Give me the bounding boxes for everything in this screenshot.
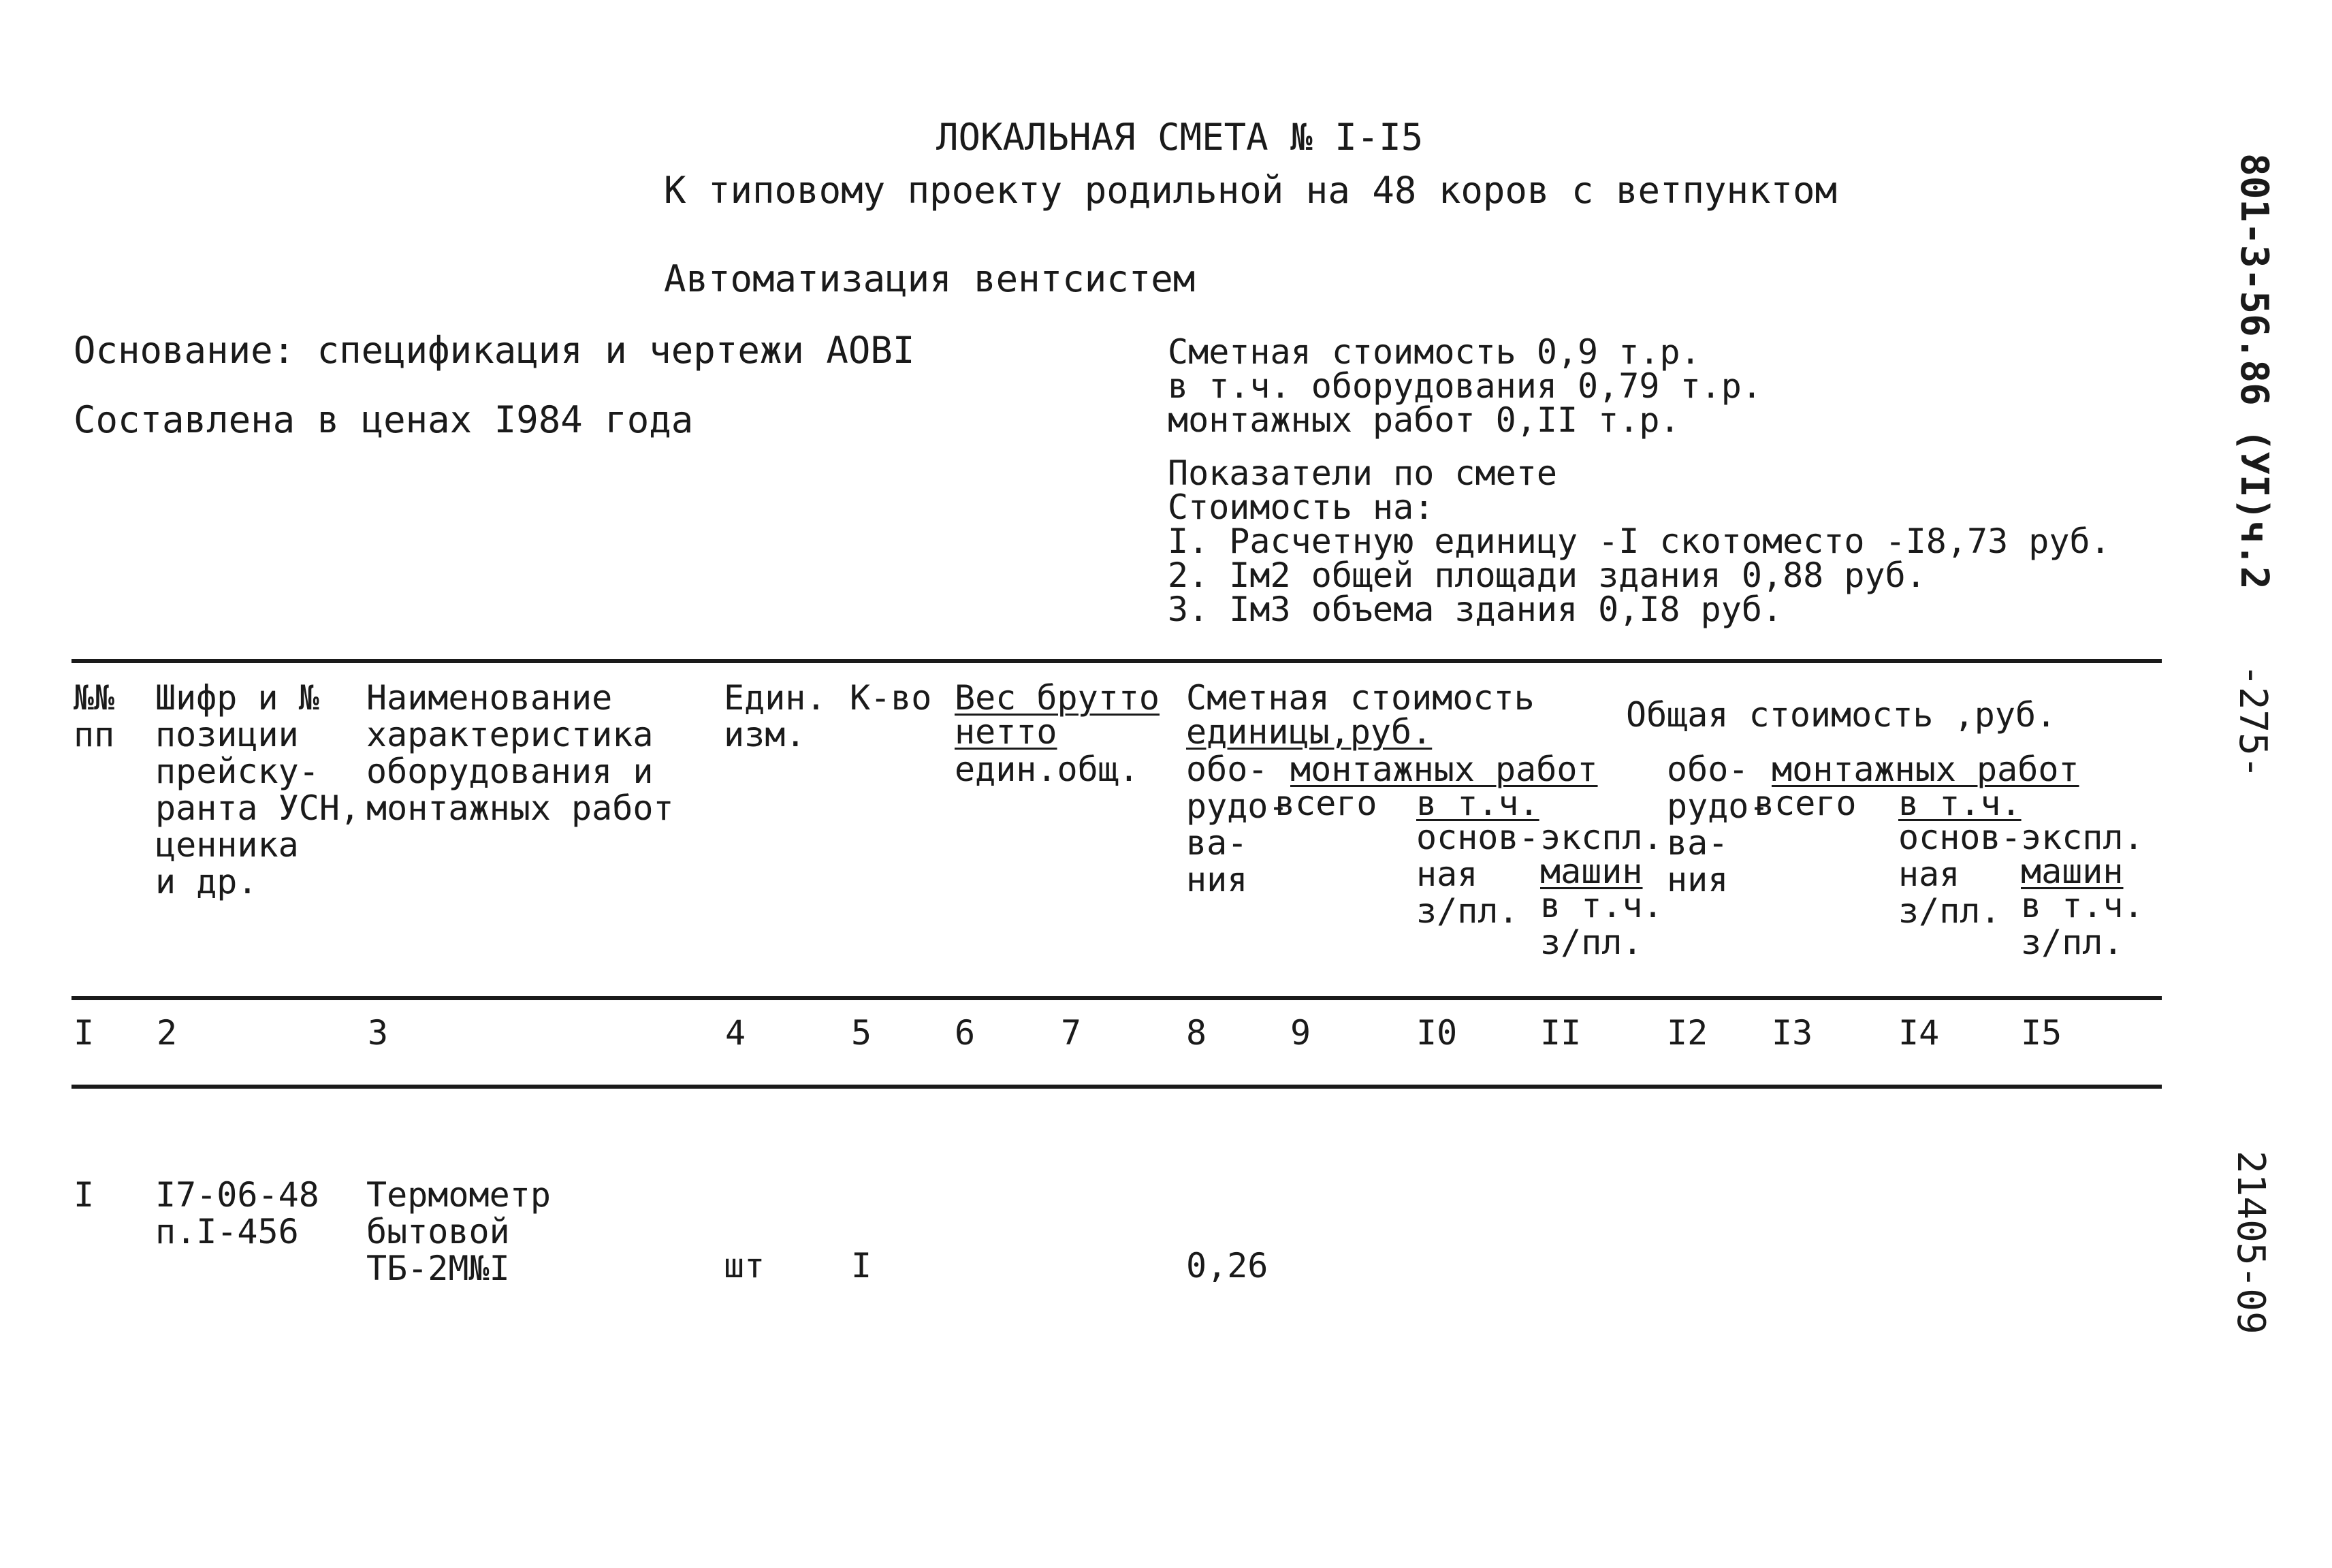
column-number: I4: [1898, 1013, 1940, 1053]
margin-archive-number: 21405-09: [2229, 1151, 2273, 1334]
cost-summary-mounting: монтажных работ 0,II т.р.: [1168, 400, 1680, 440]
margin-doc-code: 801-3-56.86 (УI)ч.2: [2232, 153, 2276, 590]
col-header-operation-total: экспл.: [2021, 818, 2144, 857]
column-number: 3: [368, 1013, 389, 1053]
cost-summary-total: Сметная стоимость 0,9 т.р.: [1168, 332, 1701, 372]
indicators-title: Показатели по смете: [1168, 453, 1557, 493]
col-header-equipment-total: обо- рудо- ва- ния: [1667, 750, 1770, 899]
col-header-operation: экспл.: [1540, 818, 1663, 857]
section-title: Автоматизация вентсистем: [664, 257, 1196, 300]
column-number: I2: [1667, 1013, 1708, 1053]
col-header-including-total: в т.ч.: [1898, 784, 2022, 823]
column-number: I: [74, 1013, 95, 1053]
table-top-rule: [71, 659, 2162, 663]
indicator-unit: I. Расчетную единицу -I скотоместо -I8,73 руб.: [1168, 522, 2111, 561]
col-header-number: №№ пп: [74, 678, 115, 754]
document-subtitle: К типовому проекту родильной на 48 коров с ветпунктом: [664, 169, 1838, 212]
col-header-unit-cost-sub: единицы,руб.: [1186, 712, 1433, 752]
margin-page-number: -275-: [2231, 664, 2275, 779]
col-header-machines-wage: в т.ч. з/пл.: [1540, 886, 1663, 962]
col-header-mounting-work-total: монтажных работ: [1772, 750, 2079, 789]
column-number: 5: [851, 1013, 872, 1053]
table-colnum-rule: [71, 1085, 2162, 1089]
column-number: 8: [1186, 1013, 1207, 1053]
col-header-unit: Един. изм.: [724, 678, 827, 754]
col-header-unit-cost: Сметная стоимость: [1186, 678, 1535, 718]
col-header-equipment: обо- рудо- ва- ния: [1186, 750, 1289, 899]
col-header-base-wage: основ- ная з/пл.: [1416, 818, 1539, 931]
column-number: 7: [1061, 1013, 1082, 1053]
basis-line: Основание: спецификация и чертежи АОВI: [74, 329, 915, 372]
col-header-total-cost: Общая стоимость ,руб.: [1626, 695, 2057, 735]
col-header-base-wage-total: основ- ная з/пл.: [1898, 818, 2022, 931]
col-header-code: Шифр и № позиции прейску- ранта УСН, ценника и др.: [155, 678, 361, 901]
column-number: 4: [725, 1013, 746, 1053]
col-header-machines: машин: [1540, 852, 1643, 891]
column-number: I3: [1772, 1013, 1813, 1053]
row-code: I7-06-48 п.I-456: [155, 1175, 319, 1251]
row-equipment-cost: 0,26: [1186, 1246, 1268, 1285]
col-header-mounting-work: монтажных работ: [1290, 750, 1598, 789]
row-quantity: I: [851, 1246, 872, 1285]
col-header-machines-total: машин: [2021, 852, 2124, 891]
col-header-total: всего: [1275, 784, 1377, 823]
indicator-volume: 3. Iм3 объема здания 0,I8 руб.: [1168, 590, 1783, 629]
column-number: II: [1540, 1013, 1582, 1053]
column-number: I5: [2021, 1013, 2062, 1053]
cost-summary-equipment: в т.ч. оборудования 0,79 т.р.: [1168, 366, 1762, 406]
table-header-rule: [71, 996, 2162, 1000]
col-header-total-sum: всего: [1754, 784, 1857, 823]
col-header-machines-wage-total: в т.ч. з/пл.: [2021, 886, 2144, 962]
col-header-weight-brutto: Вес брутто: [955, 678, 1160, 718]
column-number: 9: [1290, 1013, 1311, 1053]
col-header-name: Наименование характеристика оборудования и монтажных работ: [366, 678, 674, 828]
column-number: 2: [157, 1013, 178, 1053]
row-number: I: [74, 1175, 95, 1215]
indicator-area: 2. Iм2 общей площади здания 0,88 руб.: [1168, 556, 1926, 595]
indicators-cost-on: Стоимость на:: [1168, 487, 1435, 527]
col-header-including: в т.ч.: [1416, 784, 1539, 823]
column-number: I0: [1416, 1013, 1458, 1053]
col-header-weight-netto: нетто: [955, 712, 1057, 752]
prices-line: Составлена в ценах I984 года: [74, 398, 694, 441]
document-title: ЛОКАЛЬНАЯ СМЕТА № I-I5: [936, 116, 1424, 159]
col-header-weight-units: един.общ.: [955, 750, 1139, 789]
col-header-quantity: К-во: [850, 678, 932, 718]
row-name: Термометр бытовой ТБ-2М№I: [366, 1175, 551, 1288]
row-unit: шт: [724, 1246, 765, 1285]
column-number: 6: [955, 1013, 976, 1053]
